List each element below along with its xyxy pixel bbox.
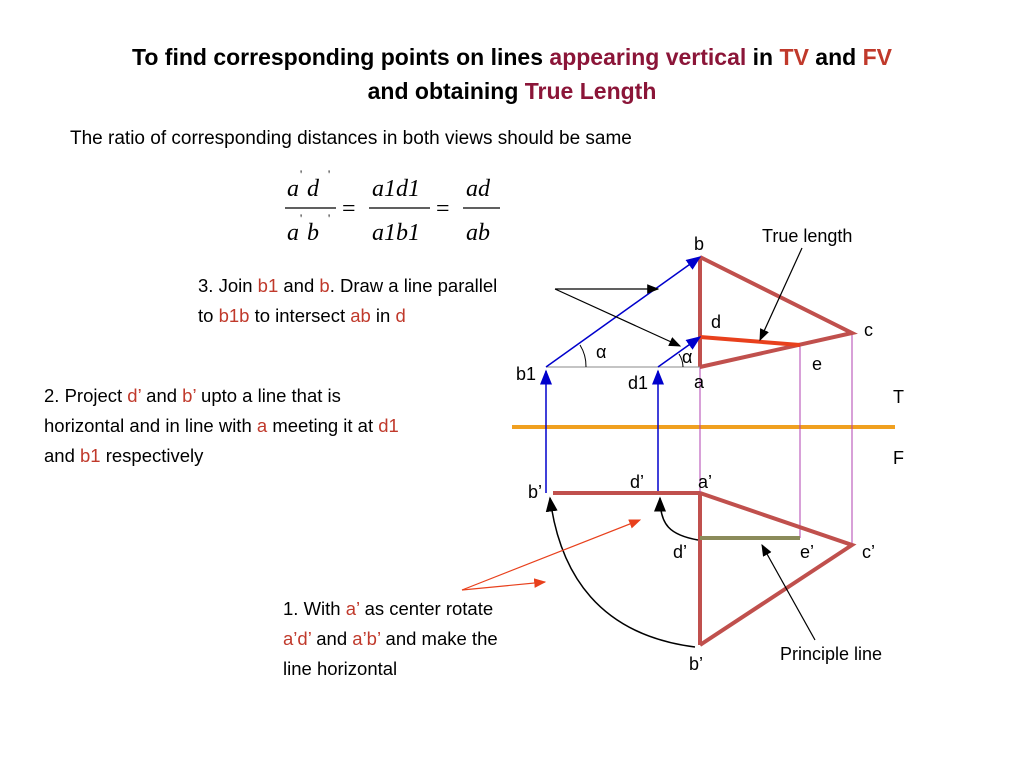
principle-line-label: Principle line [780, 644, 883, 664]
step-2-note: 2. Project d’ and b’ upto a line that is horizontal and in line with a meeting it at d1 and b1 respectively [44, 385, 399, 466]
eq-num1-a: a [287, 176, 299, 202]
line-d1-d [658, 337, 700, 367]
title-highlight: appearing vertical [549, 44, 747, 70]
label-d-prime: d’ [673, 542, 688, 562]
true-length-label: True length [762, 226, 853, 246]
label-alpha-1: α [596, 342, 607, 362]
eq-den3: ab [466, 220, 490, 246]
ratio-equation [285, 167, 500, 246]
label-d: d [711, 312, 722, 332]
eq-num3: ad [466, 176, 490, 202]
title-text: and obtaining [367, 78, 525, 104]
title-highlight: FV [862, 44, 892, 70]
label-d1: d1 [628, 373, 649, 393]
label-c: c [864, 320, 873, 340]
subtitle: The ratio of corresponding distances in both views should be same [70, 128, 632, 149]
title-highlight: True Length [524, 78, 657, 104]
label-e-prime: e’ [800, 542, 815, 562]
eq-prime: ' [328, 167, 331, 181]
title-highlight: TV [779, 44, 809, 70]
label-b-prime-bottom: b’ [689, 654, 704, 674]
angle-arc-b1 [580, 345, 586, 367]
pointer-note1-to-d-arc [462, 520, 640, 590]
top-view-bc-ca [700, 257, 852, 367]
label-F: F [893, 448, 904, 468]
label-c-prime: c’ [862, 542, 875, 562]
eq-num1-d: d [307, 176, 319, 202]
label-b: b [694, 234, 705, 254]
eq-den2: a1b1 [372, 220, 420, 246]
pointer-note1-to-b-arc [462, 582, 545, 590]
label-e: e [812, 354, 823, 374]
label-b-prime-top: b’ [528, 482, 543, 502]
eq-num2: a1d1 [372, 176, 420, 202]
line-b1-b [546, 257, 700, 367]
label-b1: b1 [516, 364, 537, 384]
rotation-arc-d [660, 498, 698, 540]
step-3-note: 3. Join b1 and b. Draw a line parallel to b1b to intersect ab in d [198, 275, 498, 326]
label-d-prime-top: d’ [630, 472, 645, 492]
eq-prime: ' [328, 211, 331, 225]
step-1-note: 1. With a’ as center rotate a’d’ and a’b’ and make the line horizontal [283, 598, 498, 679]
eq-equals: = [436, 196, 450, 222]
label-a: a [694, 372, 705, 392]
eq-prime: ' [300, 211, 303, 225]
title-text: To find corresponding points on lines [132, 44, 550, 70]
label-T: T [893, 387, 904, 407]
pointer-note3-to-d [555, 289, 680, 346]
title-text: in [746, 44, 780, 70]
rotation-arc-b [550, 498, 695, 647]
true-length-line [700, 337, 800, 345]
pointer-true-length [760, 248, 802, 340]
label-a-prime: a’ [698, 472, 713, 492]
eq-prime: ' [300, 167, 303, 181]
eq-equals: = [342, 196, 356, 222]
label-alpha-2: α [682, 347, 693, 367]
eq-den1-a: a [287, 220, 299, 246]
eq-den1-b: b [307, 220, 319, 246]
title-text: and [808, 44, 863, 70]
